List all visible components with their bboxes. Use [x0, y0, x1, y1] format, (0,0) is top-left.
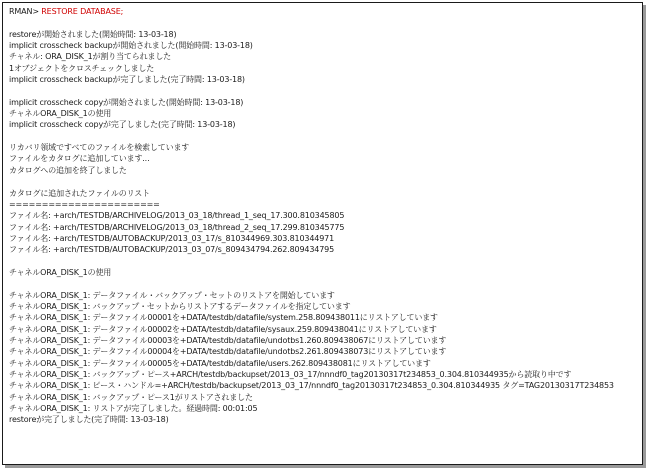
output-line: チャネルORA_DISK_1: ピース・ハンドル=+ARCH/testdb/backupset/2013_03_17/nnndf0_tag20130317t234853_0.304.810344935 タグ=TAG20130317T234853 [9, 381, 614, 391]
output-line: ファイル名: +arch/TESTDB/ARCHIVELOG/2013_03_18/thread_2_seq_17.299.810345775 [9, 222, 345, 232]
output-line: ファイル名: +arch/TESTDB/ARCHIVELOG/2013_03_18/thread_1_seq_17.300.810345805 [9, 211, 345, 221]
output-line: チャネルORA_DISK_1: データファイル00005を+DATA/testdb/datafile/users.262.809438081にリストアしています [9, 358, 431, 368]
output-line [9, 17, 636, 28]
command-output [9, 17, 636, 425]
output-line: チャネルORA_DISK_1: バックアップ・セットからリストアするデータファイルを指定しています [9, 301, 351, 311]
output-line: チャネルORA_DISK_1: リストアが完了しました。経過時間: 00:01:05 [9, 404, 258, 414]
output-line [9, 85, 636, 96]
rman-prompt: RMAN> [9, 7, 42, 16]
output-line [9, 176, 636, 187]
terminal-output-panel [2, 2, 643, 465]
output-line: implicit crosscheck backupが完了しました(完了時間: 13-03-18) [9, 75, 245, 85]
output-line: カタログに追加されたファイルのリスト [9, 188, 150, 198]
output-line: チャネル: ORA_DISK_1が割り当てられました [9, 52, 172, 62]
output-line: ファイル名: +arch/TESTDB/AUTOBACKUP/2013_03_07/s_809434794.262.809434795 [9, 245, 335, 255]
output-line: チャネルORA_DISK_1の使用 [9, 109, 112, 119]
output-line: ======================= [9, 199, 160, 209]
output-line: リカバリ領域ですべてのファイルを検索しています [9, 143, 190, 153]
output-line [9, 131, 636, 142]
output-line: implicit crosscheck copyが完了しました(完了時間: 13-03-18) [9, 120, 236, 130]
output-line: チャネルORA_DISK_1: データファイル00002を+DATA/testdb/datafile/sysaux.259.809438041にリストアしています [9, 324, 437, 334]
output-line [9, 278, 636, 289]
output-line: チャネルORA_DISK_1: データファイル00003を+DATA/testdb/datafile/undotbs1.260.809438067にリストアしています [9, 335, 447, 345]
output-line: チャネルORA_DISK_1の使用 [9, 267, 112, 277]
output-line: チャネルORA_DISK_1: バックアップ・ピース1がリストアされました [9, 392, 253, 402]
output-line: カタログへの追加を終了しました [9, 165, 127, 175]
output-line: チャネルORA_DISK_1: データファイル00001を+DATA/testdb/datafile/system.258.809438011にリストアしています [9, 313, 438, 323]
output-line: チャネルORA_DISK_1: バックアップ・ピース+ARCH/testdb/backupset/2013_03_17/nnndf0_tag20130317t234853_0.304.810344935から読取り中です [9, 370, 572, 379]
output-line: implicit crosscheck backupが開始されました(開始時間: 13-03-18) [9, 41, 253, 51]
output-line: ファイル名: +arch/TESTDB/AUTOBACKUP/2013_03_17/s_810344969.303.810344971 [9, 233, 335, 243]
output-line: チャネルORA_DISK_1: データファイル・バックアップ・セットのリストアを開始しています [9, 290, 335, 300]
command-prompt-line [9, 6, 636, 17]
restore-command: RESTORE DATABASE; [41, 7, 124, 16]
output-line: restoreが完了しました(完了時間: 13-03-18) [9, 415, 169, 425]
output-line: implicit crosscheck copyが開始されました(開始時間: 13-03-18) [9, 97, 244, 107]
output-line: 1オブジェクトをクロスチェックしました [9, 63, 155, 73]
output-line: restoreが開始されました(開始時間: 13-03-18) [9, 29, 177, 39]
output-line: チャネルORA_DISK_1: データファイル00004を+DATA/testdb/datafile/undotbs2.261.809438073にリストアしています [9, 347, 447, 357]
output-line [9, 256, 636, 267]
output-line: ファイルをカタログに追加しています... [9, 154, 150, 164]
